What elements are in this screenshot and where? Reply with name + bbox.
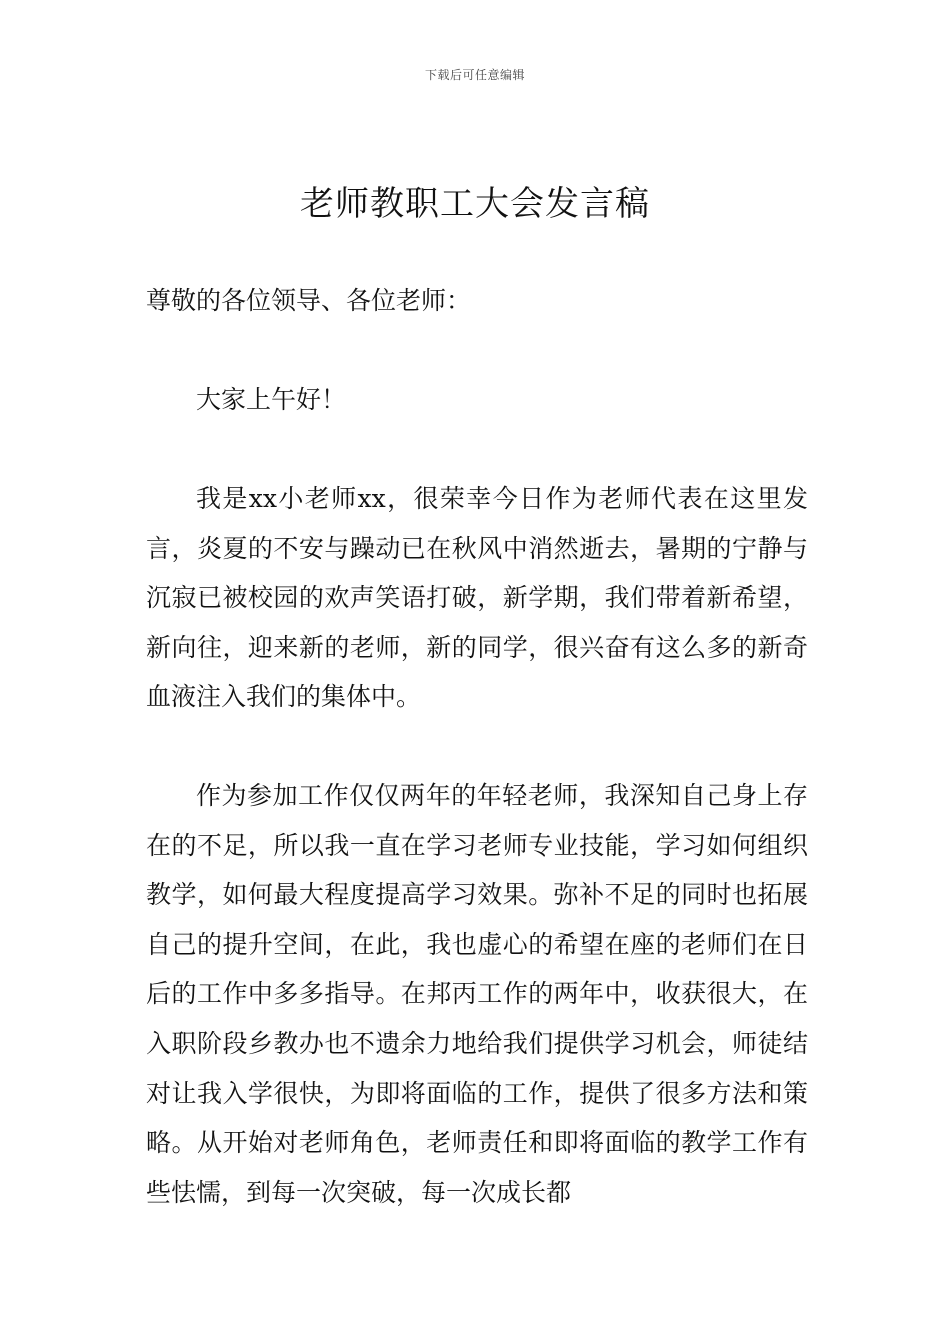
document-title: 老师教职工大会发言稿	[300, 184, 650, 224]
paragraph-1: 我是xx小老师xx，很荣幸今日作为老师代表在这里发言，炎夏的不安与躁动已在秋风中消然逝去，暑期的宁静与沉寂已被校园的欢声笑语打破，新学期，我们带着新希望，新向往，迎来新的老师，新的同学，很兴奋有这么多的新奇血液注入我们的集体中。	[146, 484, 808, 712]
greeting: 大家上午好！	[196, 385, 347, 414]
header-note: 下载后可任意编辑	[424, 68, 525, 82]
paragraph-2: 作为参加工作仅仅两年的年轻老师，我深知自己身上存在的不足，所以我一直在学习老师专业技能，学习如何组织教学，如何最大程度提高学习效果。弥补不足的同时也拓展自己的提升空间，在此，我也虚心的希望在座的老师们在日后的工作中多多指导。在邦丙工作的两年中，收获很大，在入职阶段乡教办也不遗余力地给我们提供学习机会，师徒结对让我入学很快，为即将面临的工作，提供了很多方法和策略。从开始对老师角色，老师责任和即将面临的教学工作有些怯懦，到每一次突破，每一次成长都	[146, 781, 808, 1207]
salutation: 尊敬的各位领导、各位老师：	[146, 286, 472, 315]
